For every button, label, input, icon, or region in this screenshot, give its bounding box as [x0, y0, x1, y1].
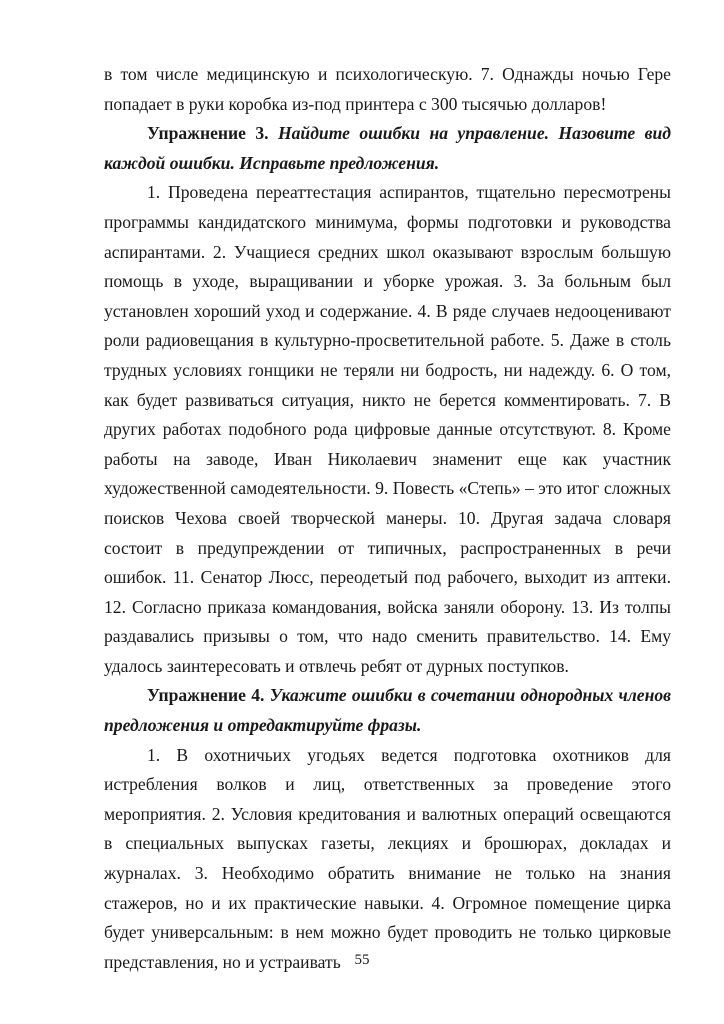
exercise-4-heading [104, 681, 671, 740]
document-page [104, 60, 671, 977]
exercise-3-body: 1. Проведена переаттестация аспирантов, тщательно пересмотрены программы кандидатского минимума, формы подготовки и руководства аспирантами. 2. Учащиеся средних школ оказывают взрослым большую помощь в уходе, выращивании и уборке урожая. 3. За больным был установлен хороший уход и содержание. 4. В ряде случаев недооценивают роли радиовещания в культурно-просветительной работе. 5. Даже в столь трудных условиях гонщики не теряли ни бодрость, ни надежду. 6. О том, как будет развиваться ситуация, никто не берется комментировать. 7. В других работах подобного рода цифровые данные отсутствуют. 8. Кроме работы на заводе, Иван Николаевич знаменит еще как участник художественной самодеятельности. 9. Повесть «Степь» – это итог сложных поисков Чехова своей творческой манеры. 10. Другая задача словаря состоит в предупреждении от типичных, распространенных в речи ошибок. 11. Сенатор Люсс, переодетый под рабочего, выходит из аптеки. 12. Согласно приказа командования, войска заняли оборону. 13. Из толпы раздавались призывы о том, что надо сменить правительство. 14. Ему удалось заинтересовать и отвлечь ребят от дурных поступков. [104, 182, 671, 676]
exercise-3-label: Упражнение 3. [147, 123, 269, 144]
exercise-4-body: 1. В охотничьих угодьях ведется подготовка охотников для истребления волков и лиц, ответственных за проведение этого мероприятия. 2. Условия кредитования и валютных операций освещаются в специальных выпусках газеты, лекциях и брошюрах, докладах и журналах. 3. Необходимо обратить внимание не только на знания стажеров, но и их практические навыки. 4. Огромное помещение цирка будет универсальным: в нем можно будет проводить не только цирковые представления, но и устраивать [104, 744, 671, 972]
continuation-paragraph: в том числе медицинскую и психологическую. 7. Однажды ночью Гере попадает в руки коробка из-под принтера с 300 тысячью долларов! [104, 64, 671, 114]
exercise-4-task: Укажите ошибки в сочетании однородных членов предложения и отредактируйте фразы. [104, 685, 671, 736]
exercise-3-heading [104, 119, 671, 178]
page-number: 55 [354, 952, 370, 968]
exercise-4-label: Упражнение 4. [147, 685, 265, 706]
exercise-3-task: Найдите ошибки на управление. Назовите вид каждой ошибки. Исправьте предложения. [104, 123, 671, 173]
